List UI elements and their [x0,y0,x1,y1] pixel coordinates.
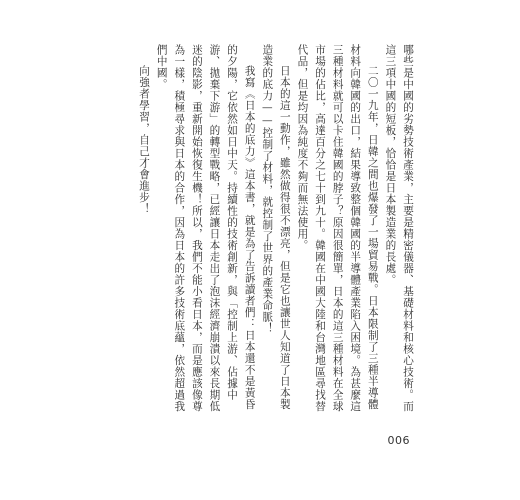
vertical-text-body [96,44,416,418]
page-number: 006 [387,434,410,447]
paragraph-1: 哪些是中國的劣勢技術產業，主要是精密儀器、基礎材料和核心技術。而這三項中國的短板，恰恰是日本製造業的長處。 [384,44,414,412]
paragraph-5: 向強者學習，自己才會進步！ [138,65,151,215]
paragraph-3: 日本的這一動作，雖然做得很不漂亮，但是它也讓世人知道了日本製造業的底力——控制了材料，就控制了世界的產業命脈！ [261,44,291,411]
paragraph-4: 我寫《日本的底力》這本書，就是為了告訴讀者們：日本還不是黃昏的夕陽，它依然如日中天。持續性的技術創新，與「控制上游、佔據中游、拋棄下游」的轉型戰略，已經讓日本走出了泡沫經濟崩潰以來長期低迷的陰影，重新開始恢復生機！所以，我們不能小看日本，而是應該像尊為一樣，積極尋求與日本的合作，因為日本的許多技術底蘊，依然超過我們中國。 [155,44,256,412]
paragraph-2: 二〇一九年，日韓之間也爆發了一場貿易戰。日本限制了三種半導體材料向韓國的出口，結果導致整個韓國的半導體產業陷入困境。為甚麼這三種材料就可以卡住韓國的脖子？原因很簡單，日本的這三種材料在全球市場的佔比，高達百分之七十到九十。韓國在中國大陸和台灣地區尋找替代品，但是均因為純度不夠而無法使用。 [296,44,379,412]
